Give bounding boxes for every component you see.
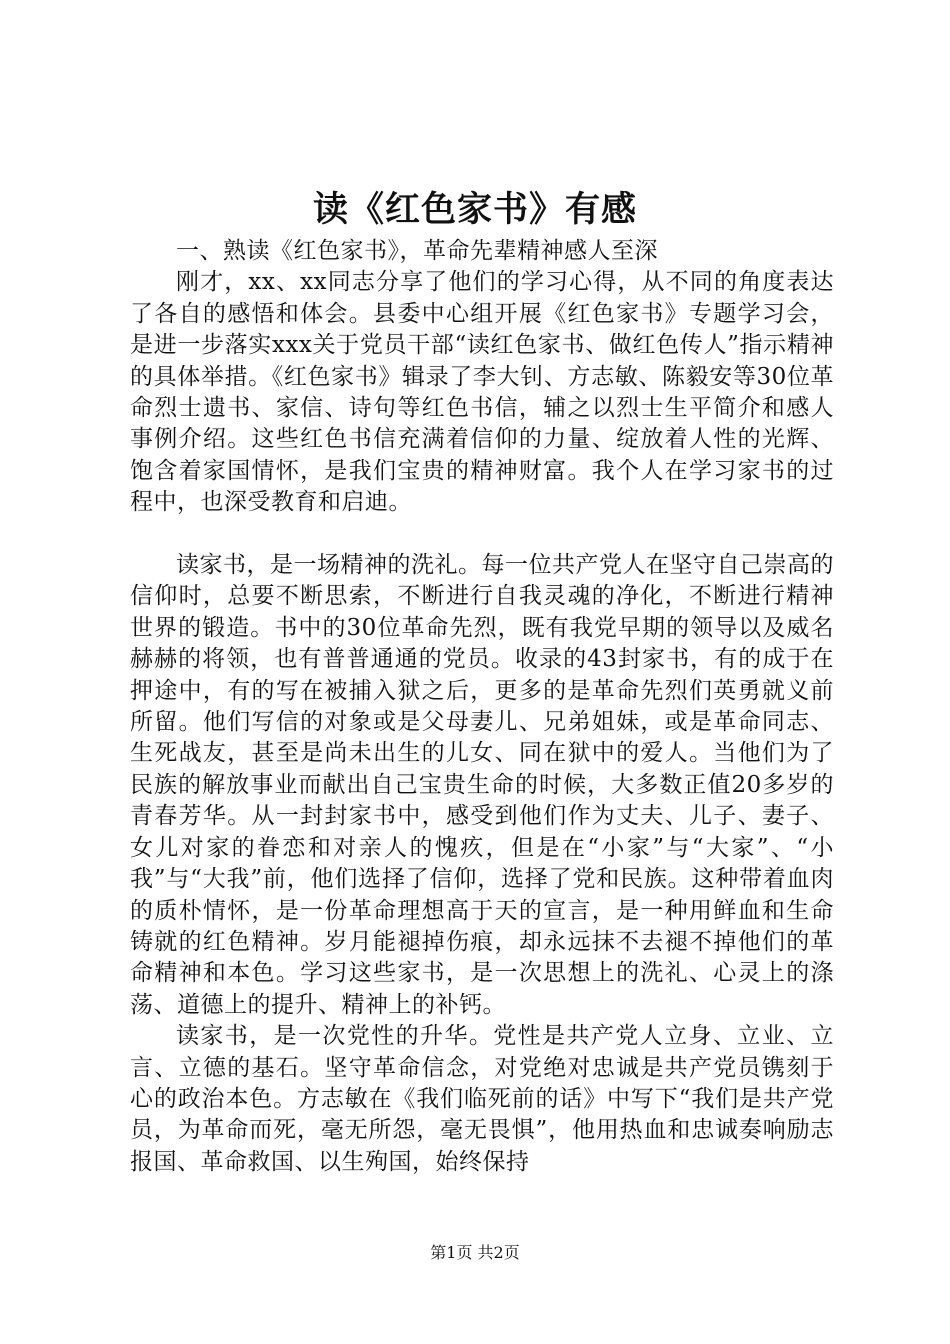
document-title: 读《红色家书》有感 <box>312 190 637 230</box>
page-number-footer: 第1页 共2页 <box>430 1243 520 1262</box>
document-body <box>130 236 834 1178</box>
section-heading: 一、熟读《红色家书》，革命先辈精神感人至深 <box>176 238 658 264</box>
paragraph-spirit: 读家书，是一场精神的洗礼。每一位共产党人在坚守自己崇高的信仰时，总要不断思索，不断进行自我灵魂的净化，不断进行精神世界的锻造。书中的30位革命先烈，既有我党早期的领导以及威名赫赫的将领，也有普普通通的党员。收录的43封家书，有的成于在押途中，有的写在被捕入狱之后，更多的是革命先烈们英勇就义前所留。他们写信的对象或是父母妻儿、兄弟姐妹，或是革命同志、生死战友，甚至是尚未出生的儿女、同在狱中的爱人。当他们为了民族的解放事业而献出自己宝贵生命的时候，大多数正值20多岁的青春芳华。从一封封家书中，感受到他们作为丈夫、儿子、妻子、女儿对家的眷恋和对亲人的愧疚，但是在“小家”与“大家”、“小我”与“大我”前，他们选择了信仰，选择了党和民族。这种带着血肉的质朴情怀，是一份革命理想高于天的宣言，是一种用鲜血和生命铸就的红色精神。岁月能褪掉伤痕，却永远抹不去褪不掉他们的革命精神和本色。学习这些家书，是一次思想上的洗礼、心灵上的涤荡、道德上的提升、精神上的补钙。 <box>130 552 834 1018</box>
paragraph-party-spirit: 读家书，是一次党性的升华。党性是共产党人立身、立业、立言、立德的基石。坚守革命信念，对党绝对忠诚是共产党员镌刻于心的政治本色。方志敏在《我们临死前的话》中写下“我们是共产党员，为革命而死，毫无所怨，毫无畏惧”，他用热血和忠诚奏响励志报国、革命救国、以生殉国，始终保持 <box>130 1023 834 1175</box>
paragraph-intro: 刚才，xx、xx同志分享了他们的学习心得，从不同的角度表达了各自的感悟和体会。县委中心组开展《红色家书》专题学习会，是进一步落实xxx关于党员干部“读红色家书、做红色传人”指示精神的具体举措。《红色家书》辑录了李大钊、方志敏、陈毅安等30位革命烈士遗书、家信、诗句等红色书信，辅之以烈士生平简介和感人事例介绍。这些红色书信充满着信仰的力量、绽放着人性的光辉、饱含着家国情怀，是我们宝贵的精神财富。我个人在学习家书的过程中，也深受教育和启迪。 <box>130 269 834 516</box>
